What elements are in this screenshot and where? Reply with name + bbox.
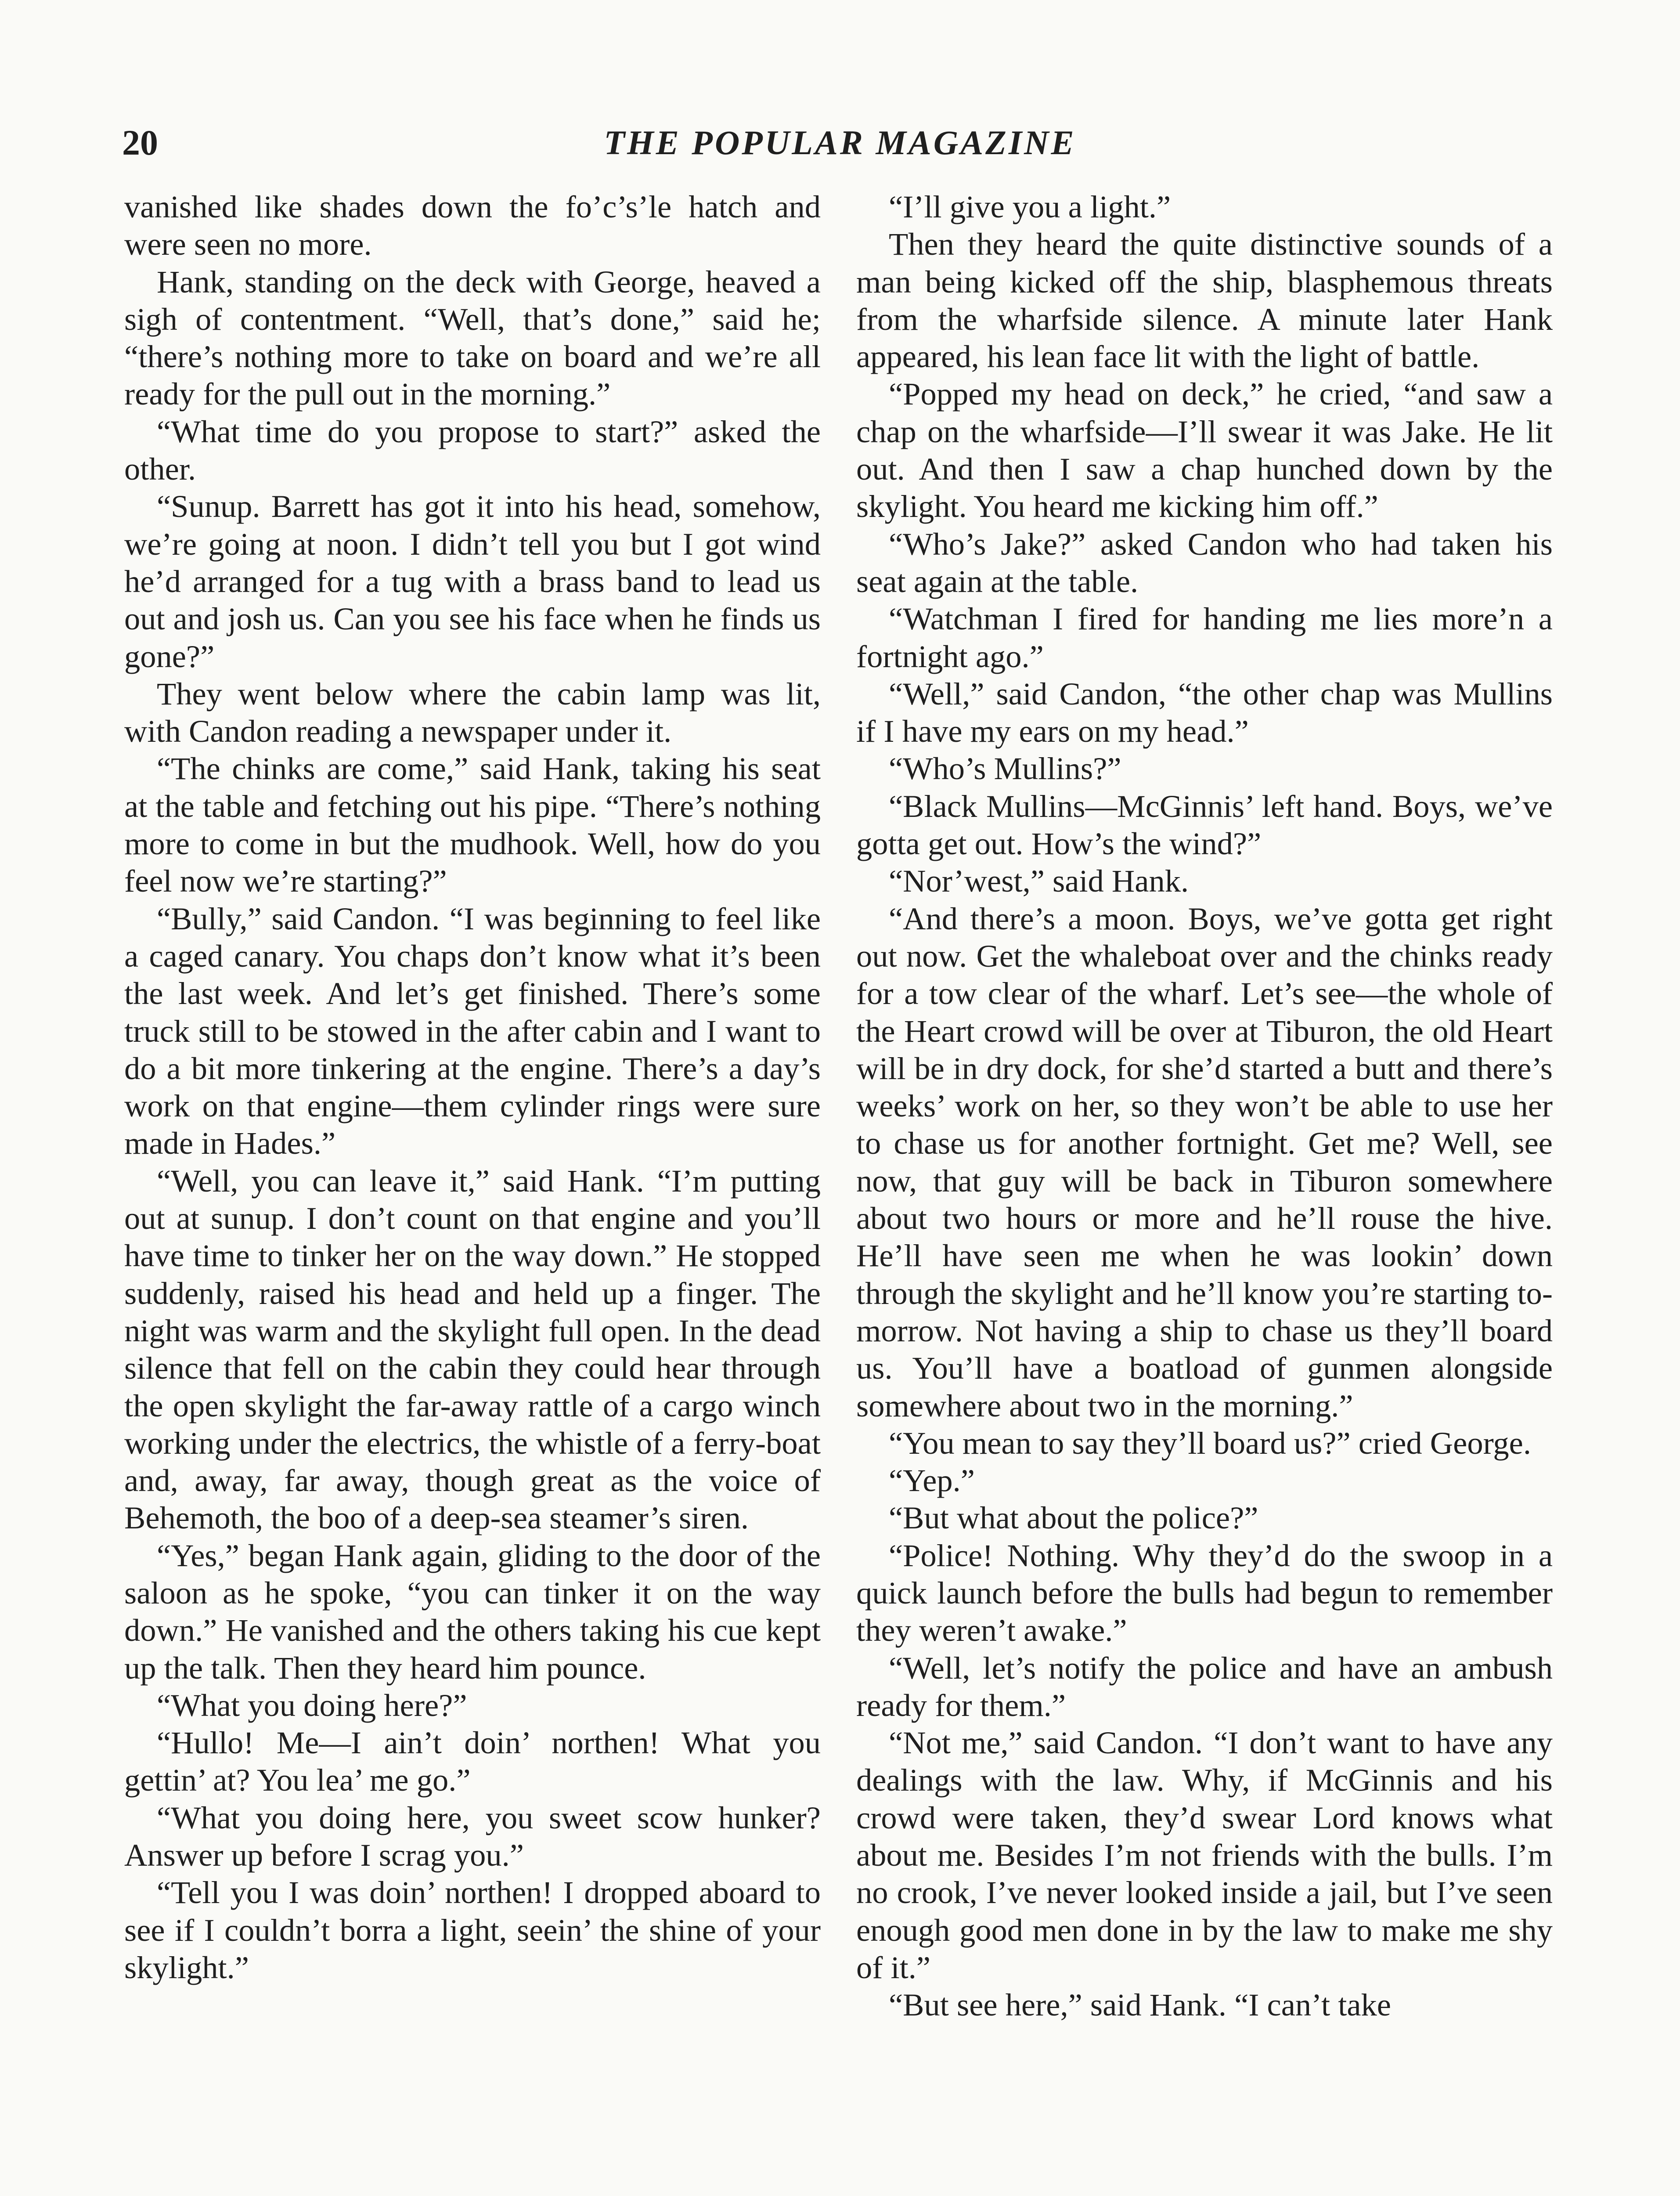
paragraph: “Police! Nothing. Why they’d do the swoop in a quick launch before the bulls had begun to remember they weren’t awake.” xyxy=(856,1537,1553,1648)
paragraph: “Tell you I was doin’ northen! I dropped aboard to see if I couldn’t borra a light, seein’ the shine of your skylight.” xyxy=(124,1875,821,1985)
paragraph: “And there’s a moon. Boys, we’ve gotta get right out now. Get the whaleboat over and the chinks ready for a tow clear of the wharf. Let’s see—the whole of the Heart crowd will be over at Tiburon, the old Heart will be in dry dock, for she’d started a butt and there’s weeks’ work on her, so they won’t be able to use her to chase us for another fortnight. Get me? Well, see now, that guy will be back in Tiburon somewhere about two hours or more and he’ll rouse the hive. He’ll have seen me when he was lookin’ down through the skylight and he’ll know you’re starting to-morrow. Not having a ship to chase us they’ll board us. You’ll have a boatload of gunmen alongside somewhere about two in the morning.” xyxy=(856,900,1553,1423)
paragraph: “Well,” said Candon, “the other chap was Mullins if I have my ears on my head.” xyxy=(856,675,1553,749)
paragraph: “I’ll give you a light.” xyxy=(888,189,1171,224)
paragraph: “Well, you can leave it,” said Hank. “I’m putting out at sunup. I don’t count on that engine and you’ll have time to tinker her on the way down.” He stopped suddenly, raised his head and held up a finger. The night was warm and the skylight full open. In the dead silence that fell on the cabin they could hear through the open skylight the far-away rattle of a cargo winch working under the electrics, the whistle of a ferry-boat and, away, far away, though great as the voice of Behemoth, the boo of a deep-sea steamer’s siren. xyxy=(124,1163,821,1536)
paragraph: vanished like shades down the fo’c’s’le hatch and were seen no more. xyxy=(124,189,821,262)
paragraph: “Yes,” began Hank again, gliding to the door of the saloon as he spoke, “you can tinker it on the way down.” He vanished and the others taking his cue kept up the talk. Then they heard him pounce. xyxy=(124,1537,821,1686)
paragraph: “Who’s Jake?” asked Candon who had taken his seat again at the table. xyxy=(856,526,1553,599)
paragraph: “Yep.” xyxy=(888,1463,975,1499)
paragraph: “Not me,” said Candon. “I don’t want to have any dealings with the law. Why, if McGinnis and his crowd were taken, they’d swear Lord knows what about me. Besides I’m not friends with the bulls. I’m no crook, I’ve never looked inside a jail, but I’ve seen enough good men done in by the law to make me shy of it.” xyxy=(856,1725,1553,1985)
left-column xyxy=(124,188,821,1986)
paragraph: “What time do you propose to start?” asked the other. xyxy=(124,413,821,487)
paragraph: “Well, let’s notify the police and have an ambush ready for them.” xyxy=(856,1650,1553,1723)
paragraph: “Bully,” said Candon. “I was beginning to feel like a caged canary. You chaps don’t know what it’s been the last week. And let’s get finished. There’s some truck still to be stowed in the after cabin and I want to do a bit more tinkering at the engine. There’s a day’s work on that engine—them cylinder rings were sure made in Hades.” xyxy=(124,900,821,1161)
page-number: 20 xyxy=(122,123,158,163)
paragraph: “Popped my head on deck,” he cried, “and saw a chap on the wharfside—I’ll swear it was Jake. He lit out. And then I saw a chap hunched down by the skylight. You heard me kicking him off.” xyxy=(856,376,1553,524)
paragraph: “What you doing here?” xyxy=(156,1687,467,1723)
paragraph: “What you doing here, you sweet scow hunker? Answer up before I scrag you.” xyxy=(124,1799,821,1873)
paragraph: “You mean to say they’ll board us?” cried George. xyxy=(888,1425,1531,1461)
running-title: THE POPULAR MAGAZINE xyxy=(604,123,1076,162)
paragraph: “Who’s Mullins?” xyxy=(888,751,1121,787)
page-header xyxy=(122,110,1558,176)
paragraph: “But see here,” said Hank. “I can’t take xyxy=(888,1987,1391,2023)
paragraph: Hank, standing on the deck with George, heaved a sigh of contentment. “Well, that’s done,” said he; “there’s nothing more to take on board and we’re all ready for the pull out in the morning.” xyxy=(124,264,821,412)
paragraph: Then they heard the quite distinctive sounds of a man being kicked off the ship, blasphemous threats from the wharfside silence. A minute later Hank appeared, his lean face lit with the light of battle. xyxy=(856,226,1553,375)
paragraph: “Sunup. Barrett has got it into his head, somehow, we’re going at noon. I didn’t tell you but I got wind he’d arranged for a tug with a brass band to lead us out and josh us. Can you see his face when he finds us gone?” xyxy=(124,488,821,674)
paragraph: “Watchman I fired for handing me lies more’n a fortnight ago.” xyxy=(856,601,1553,674)
paragraph: “The chinks are come,” said Hank, taking his seat at the table and fetching out his pipe. “There’s nothing more to come in but the mudhook. Well, how do you feel now we’re starting?” xyxy=(124,751,821,899)
paragraph: They went below where the cabin lamp was lit, with Candon reading a newspaper under it. xyxy=(124,675,821,749)
paragraph: “Nor’west,” said Hank. xyxy=(888,863,1189,899)
right-column xyxy=(856,188,1553,2024)
paragraph: “But what about the police?” xyxy=(888,1500,1258,1536)
paragraph: “Black Mullins—McGinnis’ left hand. Boys, we’ve gotta get out. How’s the wind?” xyxy=(856,788,1553,862)
paragraph: “Hullo! Me—I ain’t doin’ northen! What you gettin’ at? You lea’ me go.” xyxy=(124,1725,821,1798)
